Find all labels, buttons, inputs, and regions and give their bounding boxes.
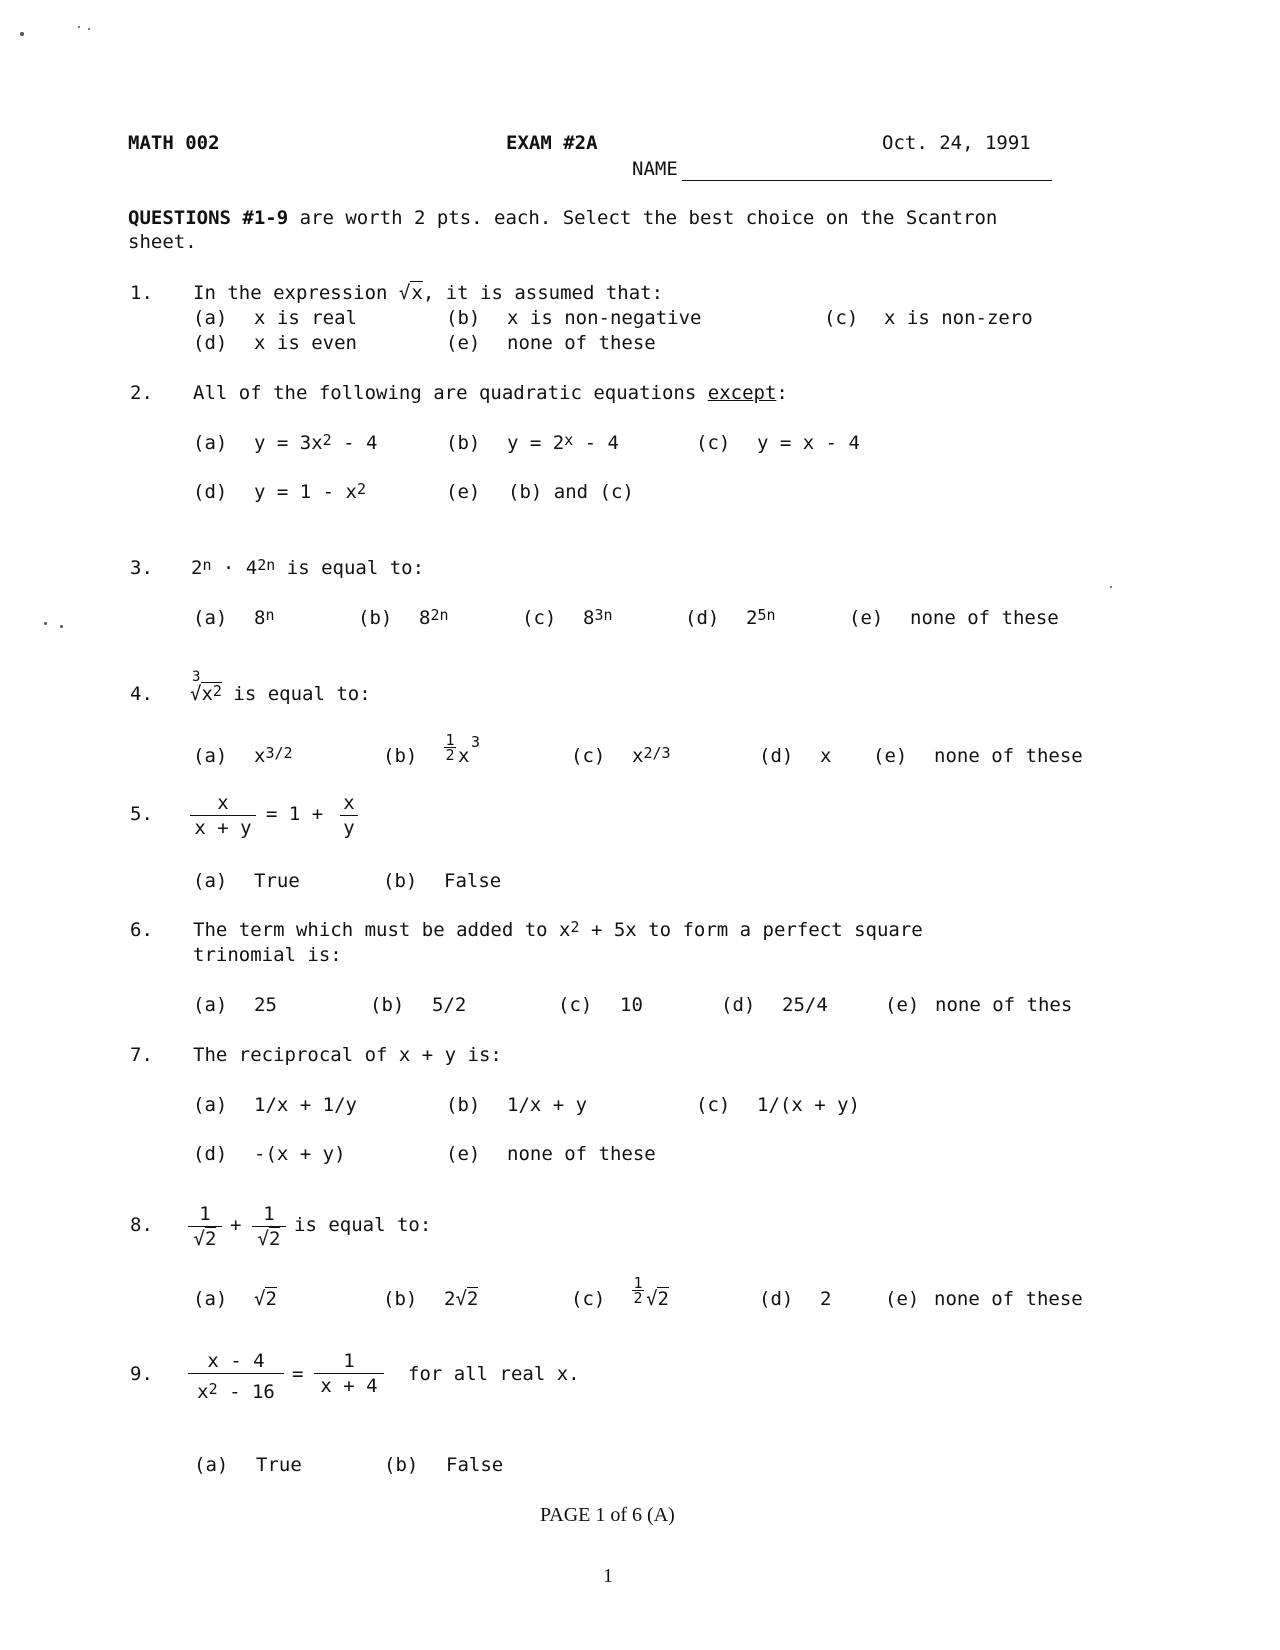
- course-code: MATH 002: [128, 132, 220, 154]
- q9-lhs-den-tail: - 16: [217, 1381, 275, 1403]
- q3-option-b-label[interactable]: (b): [358, 607, 393, 629]
- q6-option-e[interactable]: none of thes: [935, 994, 1073, 1016]
- q4-b-den: 2: [445, 746, 455, 764]
- q7-stem: The reciprocal of x + y is:: [193, 1044, 502, 1066]
- q2-option-b-label[interactable]: (b): [446, 432, 481, 454]
- q2-option-e[interactable]: (b) and (c): [508, 481, 634, 503]
- q8-option-c-label[interactable]: (c): [571, 1288, 606, 1310]
- q1-option-b[interactable]: x is non-negative: [507, 307, 702, 329]
- q4-b-num: 1: [445, 731, 455, 749]
- q3-option-a[interactable]: [254, 607, 274, 629]
- cube-root-symbol: 3 $√x^2$: [190, 669, 222, 705]
- q7-option-d-label[interactable]: (d): [193, 1143, 228, 1165]
- q8-option-e[interactable]: none of these: [934, 1288, 1083, 1310]
- q9-lhs-den-base: x: [197, 1381, 209, 1403]
- name-label: NAME: [632, 158, 678, 180]
- q9-number: 9.: [130, 1363, 153, 1385]
- q7-number: 7.: [130, 1044, 153, 1066]
- q6-stem: [193, 919, 923, 941]
- q1-option-c[interactable]: x is non-zero: [884, 307, 1033, 329]
- q4-b-fraction: [444, 733, 456, 762]
- q2-option-a-label[interactable]: (a): [193, 432, 228, 454]
- q3-c-base: 8: [583, 607, 595, 629]
- q4-option-e[interactable]: none of these: [934, 745, 1083, 767]
- q9-equals: =: [292, 1363, 304, 1385]
- q3-d-exp: 5n: [757, 606, 776, 624]
- q4-radicand-exp: 2: [212, 682, 222, 700]
- q6-stem-post: + 5x to form a perfect square: [579, 919, 923, 941]
- q6-option-d-label[interactable]: (d): [721, 994, 756, 1016]
- q1-option-d[interactable]: x is even: [254, 332, 357, 354]
- q1-stem-pre: In the expression: [193, 282, 399, 304]
- q8-option-d[interactable]: 2: [820, 1288, 832, 1310]
- q2-option-d-label[interactable]: (d): [193, 481, 228, 503]
- q1-number: 1.: [130, 282, 153, 304]
- q2-number: 2.: [130, 382, 153, 404]
- q1-option-e[interactable]: none of these: [507, 332, 656, 354]
- q1-option-e-label[interactable]: (e): [446, 332, 481, 354]
- q5-mid: = 1 +: [266, 803, 324, 825]
- q4-c-base: x: [632, 745, 644, 767]
- q3-option-e-label[interactable]: (e): [849, 607, 884, 629]
- q4-a-base: x: [254, 745, 266, 767]
- scan-speck: [78, 26, 80, 28]
- q7-option-e[interactable]: none of these: [507, 1143, 656, 1165]
- q7-option-b-label[interactable]: (b): [446, 1094, 481, 1116]
- q6-stem-pre: The term which must be added to x: [193, 919, 571, 941]
- q8-f1-num: 1: [199, 1203, 211, 1225]
- q8-b-radicand: 2: [466, 1288, 479, 1310]
- q6-option-c-label[interactable]: (c): [558, 994, 593, 1016]
- exam-date: Oct. 24, 1991: [882, 132, 1031, 154]
- q3-b-base: 8: [419, 607, 431, 629]
- q4-number: 4.: [130, 683, 153, 705]
- q8-fraction-1: [188, 1203, 222, 1250]
- q3-a-exp: n: [265, 606, 275, 624]
- q3-d-base: 2: [746, 607, 758, 629]
- q5-number: 5.: [130, 803, 153, 825]
- q3-c-exp: 3n: [594, 606, 613, 624]
- q6-option-e-label[interactable]: (e): [885, 994, 920, 1016]
- q8-f2-den: √2: [257, 1228, 281, 1250]
- q5-lhs-fraction: [190, 792, 256, 839]
- q8-option-d-label[interactable]: (d): [759, 1288, 794, 1310]
- q6-option-d[interactable]: 25/4: [782, 994, 828, 1016]
- q9-rhs-fraction: [314, 1350, 384, 1397]
- q5-lhs-den: x + y: [194, 817, 252, 839]
- scan-speck: [44, 622, 47, 625]
- q6-option-c[interactable]: 10: [620, 994, 643, 1016]
- q4-radicand: [201, 682, 221, 705]
- q5-option-a[interactable]: True: [254, 870, 300, 892]
- q1-option-c-label[interactable]: (c): [824, 307, 859, 329]
- q5-rhs-den: y: [343, 817, 355, 839]
- q2-stem-post: :: [776, 382, 788, 404]
- q5-option-a-label[interactable]: (a): [193, 870, 228, 892]
- q8-f1-den: √2: [193, 1228, 217, 1250]
- q3-option-b[interactable]: [419, 607, 449, 629]
- q8-option-a[interactable]: √2: [254, 1288, 277, 1310]
- q2-option-a[interactable]: [254, 432, 377, 454]
- q3-stem-base1: 2: [191, 557, 203, 579]
- q4-stem-post: is equal to:: [221, 683, 371, 705]
- instructions-text: are worth 2 pts. each. Select the best choice on the Scantron: [288, 207, 998, 229]
- q8-option-b[interactable]: 2√2: [444, 1288, 479, 1310]
- q4-radicand-base: x: [201, 683, 213, 705]
- q6-option-a[interactable]: 25: [254, 994, 277, 1016]
- q4-option-d[interactable]: x: [820, 745, 832, 767]
- q2-d-base: y = 1 - x: [254, 481, 357, 503]
- q8-c-fraction: [632, 1276, 644, 1305]
- q8-option-e-label[interactable]: (e): [885, 1288, 920, 1310]
- name-line: [682, 180, 1052, 181]
- q3-option-c[interactable]: [583, 607, 613, 629]
- q8-b-coef: 2: [444, 1288, 456, 1310]
- q8-fraction-2: [252, 1203, 286, 1250]
- q4-root-index: 3: [192, 669, 201, 685]
- q2-a-base: y = 3x: [254, 432, 323, 454]
- q4-option-b[interactable]: [444, 733, 504, 775]
- page-indicator: PAGE 1 of 6 (A): [540, 1504, 675, 1526]
- page-number: 1: [603, 1565, 613, 1587]
- q3-option-a-label[interactable]: (a): [193, 607, 228, 629]
- q2-stem-pre: All of the following are quadratic equations: [193, 382, 708, 404]
- q7-option-c-label[interactable]: (c): [696, 1094, 731, 1116]
- q4-option-b-label[interactable]: (b): [383, 745, 418, 767]
- q2-stem-underlined: except: [707, 382, 777, 404]
- q2-option-d[interactable]: [254, 481, 366, 503]
- scan-speck: [88, 28, 90, 30]
- q7-option-e-label[interactable]: (e): [446, 1143, 481, 1165]
- q1-stem-post: , it is assumed that:: [422, 282, 664, 304]
- q5-rhs-fraction: [340, 792, 358, 839]
- q9-option-b[interactable]: False: [446, 1454, 504, 1476]
- q6-option-b[interactable]: 5/2: [432, 994, 467, 1016]
- q8-option-a-label[interactable]: (a): [193, 1288, 228, 1310]
- q8-option-c[interactable]: 1 2 √2: [633, 1274, 669, 1310]
- q3-option-e[interactable]: none of these: [910, 607, 1059, 629]
- q9-lhs-den: [188, 1375, 284, 1403]
- q1-stem-var: x: [411, 282, 423, 304]
- q4-b-base: x: [458, 745, 470, 767]
- q6-stem-exp: 2: [570, 918, 580, 936]
- q8-f2-den-radicand: 2: [269, 1228, 281, 1250]
- q2-option-c[interactable]: y = x - 4: [757, 432, 860, 454]
- q8-c-num: 1: [633, 1274, 643, 1292]
- q8-f1-den-radicand: 2: [205, 1228, 217, 1250]
- q3-stem-dot: · 4: [211, 557, 258, 579]
- q6-number: 6.: [130, 919, 153, 941]
- scan-speck: [20, 32, 24, 36]
- q2-stem: [193, 382, 788, 404]
- q5-rhs-num: x: [343, 792, 355, 814]
- q4-c-exp: 2/3: [643, 744, 671, 762]
- q3-number: 3.: [130, 557, 153, 579]
- q5-option-b-label[interactable]: (b): [383, 870, 418, 892]
- q2-a-exp: 2: [322, 431, 332, 449]
- q3-stem: [191, 557, 424, 579]
- instructions-bold: QUESTIONS #1-9: [128, 207, 289, 229]
- q7-option-c[interactable]: 1/(x + y): [757, 1094, 860, 1116]
- q6-stem-line2: trinomial is:: [193, 944, 342, 966]
- q9-rhs-den: x + 4: [320, 1375, 378, 1397]
- q1-option-d-label[interactable]: (d): [193, 332, 228, 354]
- q8-number: 8.: [130, 1214, 153, 1236]
- q4-option-e-label[interactable]: (e): [873, 745, 908, 767]
- instructions-line1: [128, 207, 997, 229]
- q9-rhs-num: 1: [343, 1350, 355, 1372]
- q7-option-a[interactable]: 1/x + 1/y: [254, 1094, 357, 1116]
- q6-option-a-label[interactable]: (a): [193, 994, 228, 1016]
- q7-option-d[interactable]: -(x + y): [254, 1143, 346, 1165]
- q8-f2-num: 1: [263, 1203, 275, 1225]
- q9-lhs-fraction: [188, 1350, 284, 1403]
- q4-option-c[interactable]: [632, 745, 671, 767]
- q2-b-tail: - 4: [573, 432, 619, 454]
- q1-option-a[interactable]: x is real: [254, 307, 357, 329]
- q8-plus: +: [230, 1214, 242, 1236]
- scan-speck: [1110, 586, 1112, 588]
- scan-speck: [60, 625, 63, 628]
- q2-d-exp: 2: [356, 480, 366, 498]
- q3-stem-post: is equal to:: [275, 557, 425, 579]
- q3-a-base: 8: [254, 607, 266, 629]
- q4-option-d-label[interactable]: (d): [759, 745, 794, 767]
- q3-option-c-label[interactable]: (c): [522, 607, 557, 629]
- q5-lhs-num: x: [217, 792, 229, 814]
- q9-lhs-den-exp: 2: [208, 1380, 218, 1398]
- q1-option-a-label[interactable]: (a): [193, 307, 228, 329]
- q1-stem: [193, 282, 663, 304]
- q2-a-tail: - 4: [331, 432, 378, 454]
- q4-b-exp: 3: [471, 733, 481, 751]
- q2-option-e-label[interactable]: (e): [446, 481, 481, 503]
- q3-option-d[interactable]: [746, 607, 776, 629]
- q7-option-a-label[interactable]: (a): [193, 1094, 228, 1116]
- q3-stem-exp2: 2n: [257, 556, 276, 574]
- q4-option-c-label[interactable]: (c): [571, 745, 606, 767]
- q4-option-a-label[interactable]: (a): [193, 745, 228, 767]
- q8-c-radicand: 2: [657, 1288, 669, 1310]
- q9-option-a[interactable]: True: [256, 1454, 302, 1476]
- sqrt-symbol: √x: [398, 282, 423, 304]
- instructions-line2: sheet.: [128, 231, 197, 253]
- q1-option-b-label[interactable]: (b): [446, 307, 481, 329]
- q4-stem: [190, 669, 371, 705]
- q9-stem-post: for all real x.: [408, 1363, 580, 1385]
- q9-option-b-label[interactable]: (b): [384, 1454, 419, 1476]
- q7-option-b[interactable]: 1/x + y: [507, 1094, 588, 1116]
- q4-a-exp: 3/2: [265, 744, 293, 762]
- exam-title: EXAM #2A: [506, 132, 598, 154]
- q5-option-b[interactable]: False: [444, 870, 502, 892]
- q3-option-d-label[interactable]: (d): [685, 607, 720, 629]
- q4-option-a[interactable]: [254, 745, 293, 767]
- q2-option-c-label[interactable]: (c): [696, 432, 731, 454]
- q6-option-b-label[interactable]: (b): [370, 994, 405, 1016]
- q9-option-a-label[interactable]: (a): [194, 1454, 229, 1476]
- q2-option-b[interactable]: [507, 432, 619, 454]
- q8-a-radicand: 2: [265, 1288, 277, 1310]
- q8-c-den: 2: [633, 1289, 643, 1307]
- q3-stem-exp1: n: [202, 556, 212, 574]
- q3-b-exp: 2n: [430, 606, 449, 624]
- q9-lhs-num: x - 4: [207, 1350, 265, 1372]
- q8-option-b-label[interactable]: (b): [383, 1288, 418, 1310]
- q2-b-exp: x: [564, 431, 574, 449]
- q2-b-base: y = 2: [507, 432, 565, 454]
- q8-stem-post: is equal to:: [294, 1214, 432, 1236]
